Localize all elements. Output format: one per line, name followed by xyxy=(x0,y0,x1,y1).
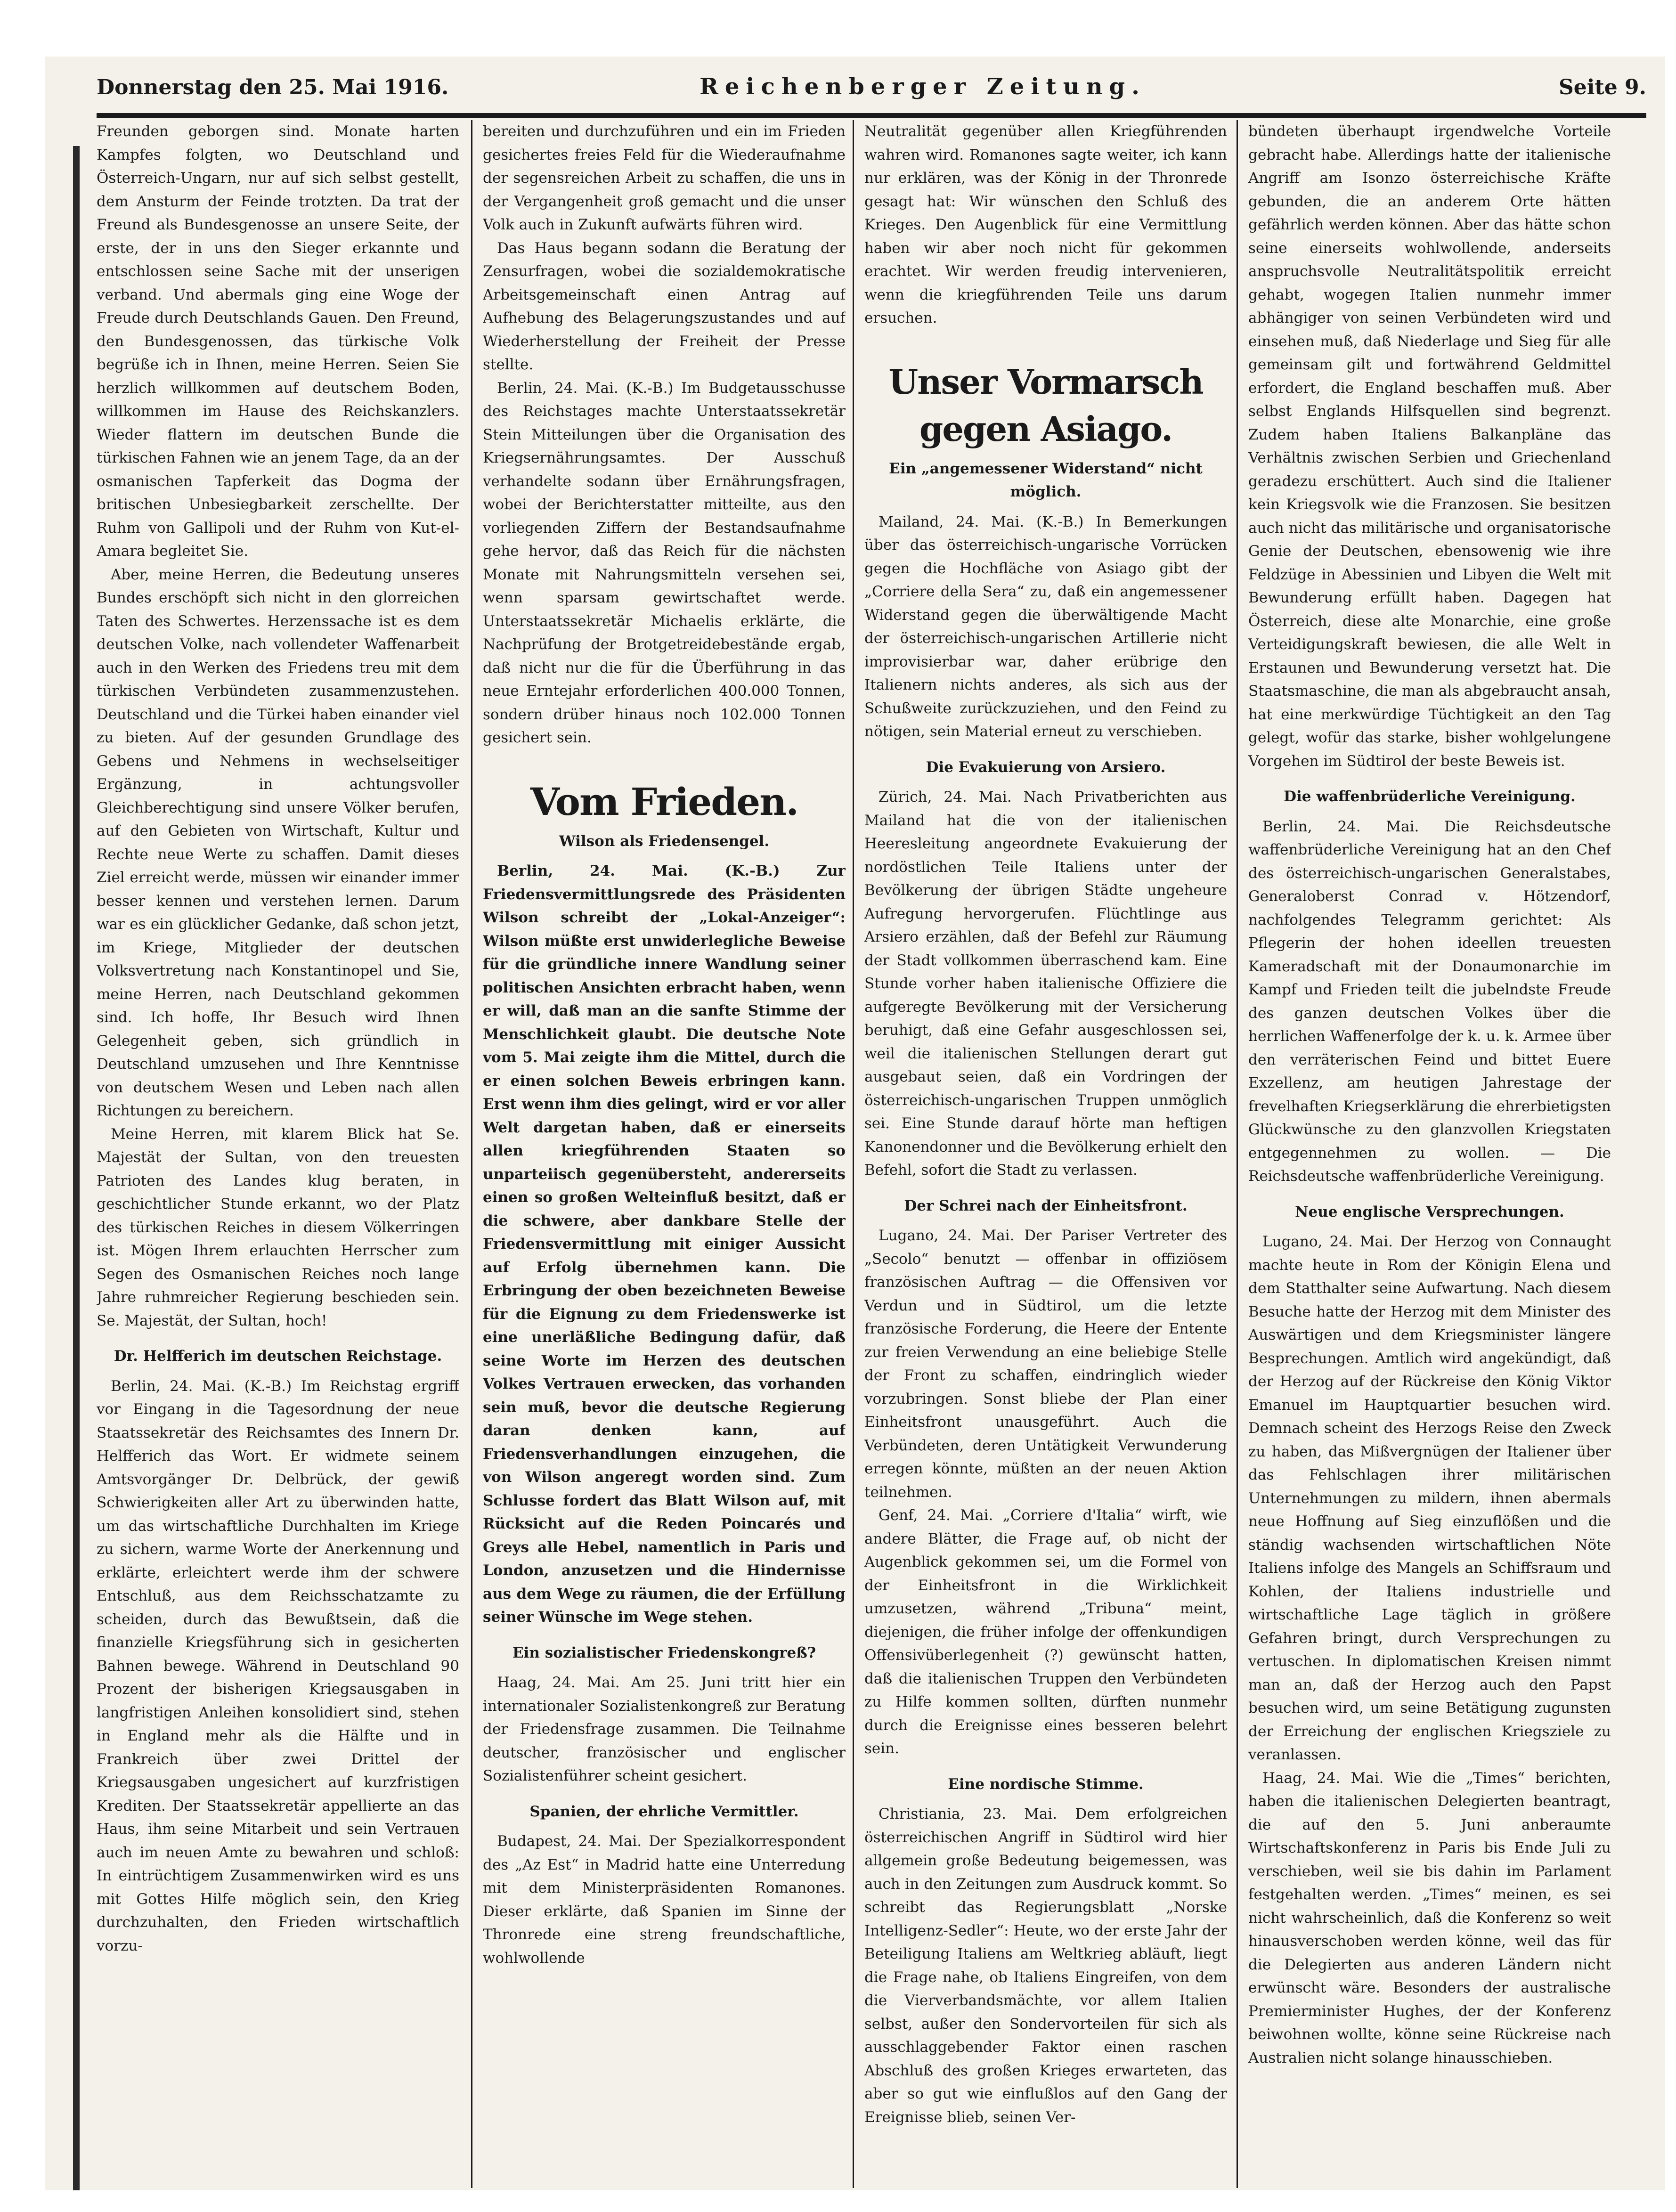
article-paragraph: Haag, 24. Mai. Wie die „Times“ berichten, haben die italienischen Delegierten beantragt, die auf den 5. Juni anberaumte Wirtschaftskonferenz in Paris bis Ende Juli zu verschieben, weil sie bis dahin im Parlament festgehalten werden. „Times“ meinen, es sei nicht wahrscheinlich, daß die Konferenz so weit hinausverschoben werden könne, weil das für die Delegierten aus anderen Ländern nicht erwünscht wäre. Besonders der australische Premierminister Hughes, der der Konferenz beiwohnen wollte, könne seine Rückreise nach Australien nicht solange hinausschieben. xyxy=(1248,1769,1611,2066)
section-heading: Neue englische Versprechungen. xyxy=(1295,1203,1564,1220)
page-number: Seite 9. xyxy=(1558,75,1646,99)
section-heading: Der Schrei nach der Einheitsfront. xyxy=(904,1197,1188,1214)
article-paragraph: Mailand, 24. Mai. (K.-B.) In Bemerkungen über das österreichisch-ungarische Vorrücken gegen die Hochfläche von Asiago gibt der „Corriere della Sera“ zu, daß ein angemessener Widerstand gegen die überwältigende Macht der österreichisch-ungarischen Artillerie nicht improvisierbar war, daher erübrige den Italienern nichts anderes, als sich aus der Schußweite zurückzuziehen, und den Feind zu nötigen, sein Material erneut zu verschieben. xyxy=(864,513,1227,740)
section-heading: Eine nordische Stimme. xyxy=(948,1775,1144,1793)
article-paragraph: bündeten überhaupt irgendwelche Vorteile gebracht habe. Allerdings hatte der italienische Angriff am Isonzo österreichische Kräfte gebunden, die an anderem Orte hätten gefährlich werden können. Aber das hätte schon seine einerseits wohlwollende, anderseits anspruchsvolle Neutralitätspolitik erreicht gehabt, wogegen Italien nunmehr immer abhängiger von seinen Verbündeten wird und einsehen muß, daß Niederlage und Sieg für alle gemeinsam gilt und fortwährend Geldmittel erfordert, die England beschaffen muß. Aber selbst Englands Hilfsquellen sind begrenzt. Zudem haben Italiens Balkanpläne das Verhältnis zwischen Serbien und Griechenland geradezu erschüttert. Auch sind die Italiener kein Kriegsvolk wie die Franzosen. Sie besitzen auch nicht das militärische und organisatorische Genie der Deutschen, ebensowenig wie ihre Feldzüge in Abessinien und Libyen die Welt mit Bewunderung erfüllt haben. Dagegen hat Österreich, diese alte Monarchie, eine große Verteidigungskraft bewiesen, die alle Welt in Erstaunen und Bewunderung versetzt hat. Die Staatsmaschine, die man als abgebraucht ansah, hat eine merkwürdige Tüchtigkeit an den Tag gelegt, wofür das starke, bisher wohlgelungene Vorgehen im Südtirol der beste Beweis ist. xyxy=(1248,123,1611,770)
section-subheading: Ein „angemessener Widerstand“ nicht möglich. xyxy=(889,460,1203,500)
article-paragraph: Zürich, 24. Mai. Nach Privatberichten aus Mailand hat die von der italienischen Heeresleitung angeordnete Evakuierung der nordöstlichen Teile Italiens unter der Bevölkerung der übrigen Städte ungeheure Aufregung hervorgerufen. Flüchtlinge aus Arsiero erzählen, daß der Befehl zur Räumung der Stadt vollkommen überraschend kam. Eine Stunde vorher haben italienische Offiziere die aufgeregte Bevölkerung mit der Versicherung beruhigt, daß eine Gefahr ausgeschlossen sei, weil die italienischen Stellungen derart gut ausgebaut seien, daß ein Vordringen der österreichisch-ungarischen Truppen unmöglich sei. Eine Stunde darauf hörte man heftigen Kanonendonner und die Bevölkerung erhielt den Befehl, sofort die Stadt zu verlassen. xyxy=(864,789,1227,1179)
column-rule xyxy=(1237,120,1238,2188)
section-heading: Dr. Helfferich im deutschen Reichstage. xyxy=(114,1348,442,1365)
article-paragraph: Berlin, 24. Mai. (K.-B.) Im Reichstag ergriff vor Eingang in die Tagesordnung der neue Staatssekretär des Reichsamtes des Innern Dr. Helfferich das Wort. Er widmete seinem Amtsvorgänger Dr. Delbrück, der gewiß Schwierigkeiten aller Art zu überwinden hatte, um das wirtschaftliche Durchhalten im Kriege zu sichern, warme Worte der Anerkennung und erklärte, erleichtert werde ihm der schwere Entschluß, aus dem Reichsschatzamte zu scheiden, durch das Bewußtsein, daß die finanzielle Kriegsführung sich in gesicherten Bahnen bewege. Während in Deutschland 90 Prozent der bisherigen Kriegsausgaben in langfristigen Anleihen konsolidiert sind, stehen in England mehr als die Hälfte und in Frankreich über zwei Drittel der Kriegsausgaben ungesichert auf kurzfristigen Krediten. Der Staatssekretär appellierte an das Haus, ihm seine Mitarbeit und sein Vertrauen auch im neuen Amte zu bewahren und schloß: In eintrüchtigem Zusammenwirken wird es uns mit Gottes Hilfe möglich sein, den Krieg durchzuhalten, den Frieden wirtschaftlich vorzu- xyxy=(97,1377,459,1954)
column-rule xyxy=(471,120,472,2188)
article-paragraph: Genf, 24. Mai. „Corriere d'Italia“ wirft, wie andere Blätter, die Frage auf, ob nicht der Augenblick gekommen sei, um die Formel von der Einheitsfront in die Wirklichkeit umzusetzen, während „Tribuna“ meint, diejenigen, die früher infolge der offenkundigen Offensivüberlegenheit (?) gewünscht hatten, daß die italienischen Truppen den Verbündeten zu Hilfe kommen sollten, dürften nunmehr durch die Ereignisse eines besseren belehrt sein. xyxy=(864,1507,1227,1757)
article-paragraph: Berlin, 24. Mai. (K.-B.) Zur Friedensvermittlungsrede des Präsidenten Wilson schreibt der „Lokal-Anzeiger“: Wilson müßte erst unwiderlegliche Beweise für die gründliche innere Wandlung seiner politischen Ansichten erbracht haben, wenn er will, daß man an die sanfte Stimme der Menschlichkeit glaubt. Die deutsche Note vom 5. Mai zeigte ihm die Mittel, durch die er einen solchen Beweis erbringen kann. Erst wenn ihm dies gelingt, wird er vor aller Welt dargetan haben, daß er einerseits allen kriegführenden Staaten so unparteiisch gegenübersteht, andererseits einen so großen Welteinfluß besitzt, daß er die schwere, aber dankbare Stelle der Friedensvermittlung mit einiger Aussicht auf Erfolg übernehmen kann. Die Erbringung der oben bezeichneten Beweise für die Eignung zu dem Friedenswerke ist eine unerläßliche Bedingung dafür, daß seine Worte im Herzen des deutschen Volkes Vertrauen erwecken, das vorhanden sein muß, bevor die deutsche Regierung daran denken kann, auf Friedensverhandlungen einzugehen, die von Wilson angeregt worden sind. Zum Schlusse fordert das Blatt Wilson auf, mit Rücksicht auf die Reden Poincarés und Greys alle Hebel, namentlich in Paris und London, anzusetzen und die Hindernisse aus dem Wege zu räumen, die der Erfüllung seiner Wünsche im Wege stehen. xyxy=(483,862,846,1626)
column-2 xyxy=(483,120,846,2183)
article-paragraph: Das Haus begann sodann die Beratung der Zensurfragen, wobei die sozialdemokratische Arbeitsgemeinschaft einen Antrag auf Aufhebung des Belagerungszustandes und auf Wiederherstellung der Freiheit der Presse stellte. xyxy=(483,239,846,373)
column-rule xyxy=(853,120,854,2188)
article-paragraph: Freunden geborgen sind. Monate harten Kampfes folgten, wo Deutschland und Österreich-Ungarn, nur auf sich selbst gestellt, dem Ansturm der Feinde trotzten. Da trat der Freund als Bundesgenosse an unsere Seite, der erste, der in uns den Sieger erkannte und entschlossen seine Sache mit der unserigen verband. Und abermals ging eine Woge der Freude durch Deutschlands Gauen. Den Freund, den Bundesgenossen, das türkische Volk begrüße ich in Ihnen, meine Herren. Seien Sie herzlich willkommen auf deutschem Boden, willkommen im Hause des Reichskanzlers. Wieder flattern im deutschen Bunde die türkischen Fahnen wie an jenem Tage, da an der osmanischen Tapferkeit das Dogma der britischen Unbesiegbarkeit zerschellte. Der Ruhm von Gallipoli und der Ruhm von Kut-el-Amara begleitet Sie. xyxy=(97,123,459,560)
newspaper-page xyxy=(45,57,1665,2190)
article-paragraph: Neutralität gegenüber allen Kriegführenden wahren wird. Romanones sagte weiter, ich kann nur erklären, was der König in der Thronrede gesagt hat: Wir wünschen den Schluß des Krieges. Den Augenblick für eine Vermittlung haben wir aber noch nicht für gekommen erachtet. Wir werden freudig intervenieren, wenn die kriegführenden Teile uns darum ersuchen. xyxy=(864,123,1227,326)
article-paragraph: Christiania, 23. Mai. Dem erfolgreichen österreichischen Angriff in Südtirol wird hier allgemein große Bedeutung beigemessen, was auch in den Zeitungen zum Ausdruck kommt. So schreibt das Regierungsblatt „Norske Intelligenz-Sedler“: Heute, wo der erste Jahr der Beteiligung Italiens am Weltkrieg abläuft, liegt die Frage nahe, ob Italiens Eingreifen, von dem die Vierverbandsmächte, vor allem Italien selbst, außer den Sondervorteilen für sich als ausschlaggebender Faktor einen raschen Abschluß des großen Krieges erwarteten, das aber so gut wie einflußlos auf den Gang der Ereignisse blieb, seinen Ver- xyxy=(864,1805,1227,2126)
section-subheading: Wilson als Friedensengel. xyxy=(559,832,770,850)
article-paragraph: Budapest, 24. Mai. Der Spezialkorrespondent des „Az Est“ in Madrid hatte eine Unterredung mit dem Ministerpräsidenten Romanones. Dieser erklärte, daß Spanien im Sinne der Thronrede eine streng freundschaftliche, wohlwollende xyxy=(483,1833,846,1967)
column-1 xyxy=(97,120,459,2183)
section-heading: Die Evakuierung von Arsiero. xyxy=(926,758,1166,776)
section-heading: Die waffenbrüderliche Vereinigung. xyxy=(1284,788,1576,805)
page-edge-shadow xyxy=(73,146,80,2190)
article-paragraph: Lugano, 24. Mai. Der Herzog von Connaught machte heute in Rom der Königin Elena und dem Statthalter seine Aufwartung. Nach diesem Besuche hatte der Herzog mit dem Minister des Auswärtigen und dem Kriegsminister längere Besprechungen. Amtlich wird angekündigt, daß der Herzog auf der Rückreise den König Viktor Emanuel im Hauptquartier besuchen wird. Demnach scheint des Herzogs Reise den Zweck zu haben, das Mißvergnügen der Italiener über das Fehlschlagen ihrer militärischen Unternehmungen zu mildern, ihnen abermals neue Hoffnung auf Sieg einzuflößen und die ständig wachsenden wirtschaftlichen Nöte Italiens infolge des Mangels an Schiffsraum und Kohlen, der Italiens industrielle und wirtschaftliche Lage täglich in größere Gefahren bringt, durch Versprechungen zu vertuschen. In diplomatischen Kreisen nimmt man an, daß der Herzog auch den Papst besuchen wird, um seine Betätigung zugunsten der Erreichung der englischen Kriegsziele zu veranlassen. xyxy=(1248,1233,1611,1763)
page-header xyxy=(97,61,1646,118)
article-paragraph: Aber, meine Herren, die Bedeutung unseres Bundes erschöpft sich nicht in den glorreichen Taten des Schwertes. Herzenssache ist es dem deutschen Volke, nach vollendeter Waffenarbeit auch in den Werken des Friedens treu mit dem türkischen Verbündeten zusammenzustehen. Deutschland und die Türkei haben einander viel zu bieten. Auf der gesunden Grundlage des Gebens und Nehmens in wechselseitiger Ergänzung, in achtungsvoller Gleichberechtigung sind unsere Völker berufen, auf den Gebieten von Wirtschaft, Kultur und Rechte neue Werte zu schaffen. Damit dieses Ziel erreicht werde, müssen wir einander immer besser kennen und verstehen lernen. Darum war es ein glücklicher Gedanke, daß schon jetzt, im Kriege, Mitglieder der deutschen Volksvertretung nach Konstantinopel und Sie, meine Herren, nach Deutschland gekommen sind. Ich hoffe, Ihr Besuch wird Ihnen Gelegenheit geben, sich gründlich in Deutschland umzusehen und Ihre Kenntnisse von deutschem Wesen und Leben nach allen Richtungen zu bereichern. xyxy=(97,566,459,1119)
masthead-title: Reichenberger Zeitung. xyxy=(700,73,1146,100)
article-paragraph: Haag, 24. Mai. Am 25. Juni tritt hier ein internationaler Sozialistenkongreß zur Beratung der Friedensfrage zusammen. Die Teilnahme deutscher, französischer und englischer Sozialistenführer scheint gesichert. xyxy=(483,1674,846,1784)
article-paragraph: Lugano, 24. Mai. Der Pariser Vertreter des „Secolo“ benutzt — offenbar in offiziösem französischen Auftrag — die Offensiven vor Verdun und in Südtirol, um die letzte französische Forderung, die Heere der Entente zur freien Verwendung an eine beliebige Stelle der Front zu schaffen, eindringlich wieder vorzubringen. Sonst bliebe der Plan einer Einheitsfront unausgeführt. Auch die Verbündeten, deren Untätigkeit Verwunderung erregen könnte, müßten an der neuen Aktion teilnehmen. xyxy=(864,1227,1227,1501)
headline-vom-frieden: Vom Frieden. xyxy=(530,779,798,824)
column-3 xyxy=(864,120,1227,2183)
section-heading: Spanien, der ehrliche Vermittler. xyxy=(529,1803,799,1820)
article-paragraph: Berlin, 24. Mai. Die Reichsdeutsche waffenbrüderliche Vereinigung hat an den Chef des österreichisch-ungarischen Generalstabes, Generaloberst Conrad v. Hötzendorf, nachfolgendes Telegramm gerichtet: Als Pflegerin der hohen ideellen treuesten Kameradschaft mit der Donaumonarchie im Kampf und Frieden teilt die jubelndste Freude des ganzen deutschen Volkes über die herrlichen Waffenerfolge der k. u. k. Armee über den verräterischen Feind und bittet Euere Exzellenz, am heutigen Jahrestage der frevelhaften Kriegserklärung die ehrerbietigsten Glückwünsche zu den glanzvollen Kriegstaten entgegennehmen zu wollen. — Die Reichsdeutsche waffenbrüderliche Vereinigung. xyxy=(1248,818,1611,1185)
article-paragraph: Meine Herren, mit klarem Blick hat Se. Majestät der Sultan, von den treuesten Patrioten des Landes klug beraten, in geschichtlicher Stunde erkannt, wo der Platz des türkischen Reiches in diesem Völkerringen ist. Mögen Ihrem erlauchten Herrscher zum Segen des Osmanischen Reiches noch lange Jahre ruhmreicher Regierung beschieden sein. Se. Majestät, der Sultan, hoch! xyxy=(97,1125,459,1329)
section-heading: Ein sozialistischer Friedenskongreß? xyxy=(513,1644,816,1661)
column-4 xyxy=(1248,120,1611,2183)
issue-date: Donnerstag den 25. Mai 1916. xyxy=(97,75,449,99)
headline-vormarsch: Unser Vormarsch gegen Asiago. xyxy=(888,361,1203,449)
article-paragraph: Berlin, 24. Mai. (K.-B.) Im Budgetausschusse des Reichstages machte Unterstaatssekretär Stein Mitteilungen über die Organisation des Kriegsernährungsamtes. Der Ausschuß verhandelte sodann über Ernährungsfragen, wobei der Berichterstatter mitteilte, aus den vorliegenden Ziffern der Bestandsaufnahme gehe hervor, daß das Reich für die nächsten Monate mit Nahrungsmitteln versehen sei, wenn sparsam gewirtschaftet werde. Unterstaatssekretär Michaelis erklärte, die Nachprüfung der Brotgetreidebestände ergab, daß nicht nur die für die Überführung in das neue Erntejahr erforderlichen 400.000 Tonnen, sondern drüber hinaus noch 102.000 Tonnen gesichert sein. xyxy=(483,379,846,746)
article-paragraph: bereiten und durchzuführen und ein im Frieden gesichertes freies Feld für die Wiederaufnahme der segensreichen Arbeit zu schaffen, die uns in der Vergangenheit groß gemacht und die unser Volk auch in Zukunft aufwärts führen wird. xyxy=(483,123,846,233)
